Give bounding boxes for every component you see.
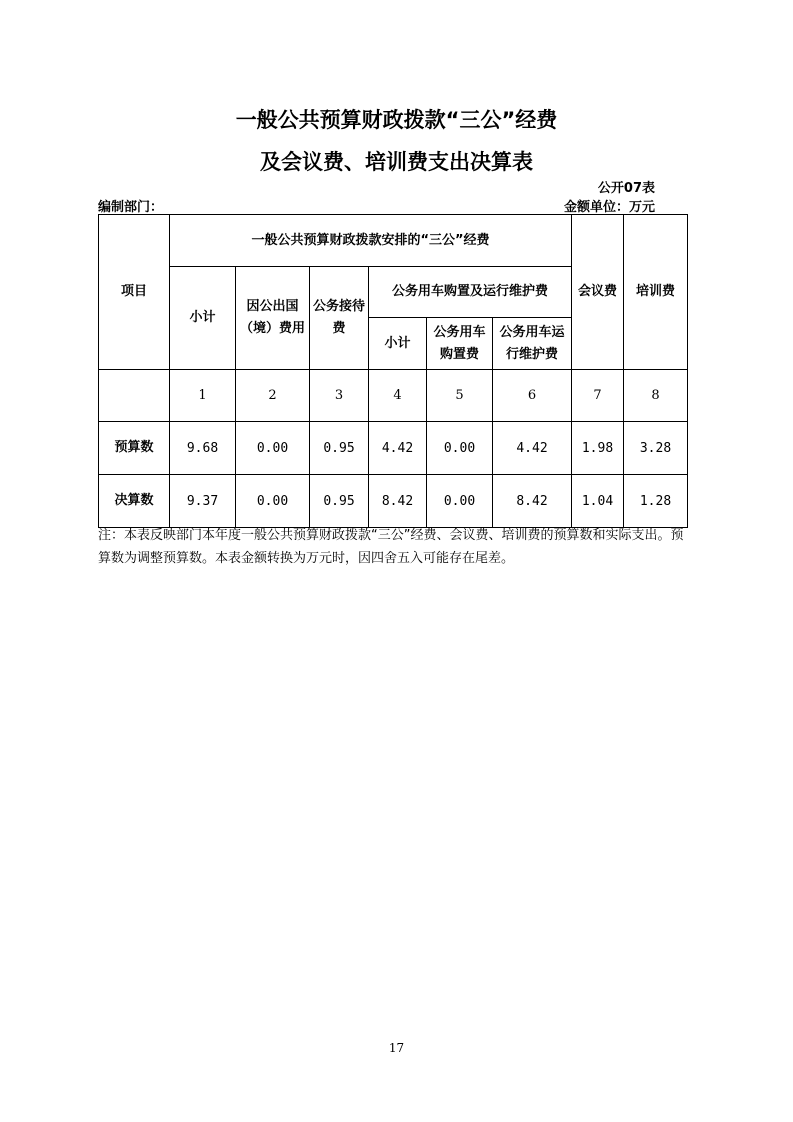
header-vehicle-maintenance: 公务用车运行维护费 <box>493 318 572 370</box>
table-row-final <box>99 475 688 528</box>
report-title-line1: 一般公共预算财政拨款“三公”经费 <box>235 108 558 132</box>
header-abroad-fee: 因公出国（境）费用 <box>236 267 310 370</box>
budget-value: 0.95 <box>310 422 369 475</box>
expenditure-table <box>98 214 688 528</box>
final-value: 8.42 <box>493 475 572 528</box>
final-value: 0.95 <box>310 475 369 528</box>
budget-value: 0.00 <box>236 422 310 475</box>
final-value: 0.00 <box>427 475 493 528</box>
row-label-final: 决算数 <box>99 475 170 528</box>
page-number: 17 <box>388 1041 405 1055</box>
final-value: 1.28 <box>624 475 688 528</box>
column-number: 2 <box>236 370 310 422</box>
final-value: 9.37 <box>170 475 236 528</box>
header-subtotal: 小计 <box>170 267 236 370</box>
table-footnote: 注：本表反映部门本年度一般公共预算财政拨款“三公”经费、会议费、培训费的预算数和实际支出。预算数为调整预算数。本表金额转换为万元时，因四舍五入可能存在尾差。 <box>98 528 684 566</box>
budget-value: 4.42 <box>493 422 572 475</box>
header-meeting-fee: 会议费 <box>572 215 624 370</box>
budget-value: 1.98 <box>572 422 624 475</box>
header-vehicle-subtotal: 小计 <box>369 318 427 370</box>
final-value: 1.04 <box>572 475 624 528</box>
column-number: 8 <box>624 370 688 422</box>
final-value: 8.42 <box>369 475 427 528</box>
amount-unit-label: 金额单位：万元 <box>563 200 655 215</box>
row-label-budget: 预算数 <box>99 422 170 475</box>
column-number: 1 <box>170 370 236 422</box>
final-value: 0.00 <box>236 475 310 528</box>
budget-value: 9.68 <box>170 422 236 475</box>
column-number: 7 <box>572 370 624 422</box>
column-number: 5 <box>427 370 493 422</box>
form-number: 公开07表 <box>597 181 655 196</box>
column-number-blank <box>99 370 170 422</box>
header-vehicle-purchase: 公务用车购置费 <box>427 318 493 370</box>
budget-value: 0.00 <box>427 422 493 475</box>
department-label: 编制部门： <box>98 200 164 215</box>
table-row-budget <box>99 422 688 475</box>
budget-value: 4.42 <box>369 422 427 475</box>
column-number: 4 <box>369 370 427 422</box>
header-vehicle-group: 公务用车购置及运行维护费 <box>369 267 572 318</box>
header-training-fee: 培训费 <box>624 215 688 370</box>
report-title-line2: 及会议费、培训费支出决算表 <box>260 150 533 174</box>
column-number: 3 <box>310 370 369 422</box>
header-item: 项目 <box>99 215 170 370</box>
header-three-public-group: 一般公共预算财政拨款安排的“三公”经费 <box>170 215 572 267</box>
header-reception-fee: 公务接待费 <box>310 267 369 370</box>
column-number: 6 <box>493 370 572 422</box>
budget-value: 3.28 <box>624 422 688 475</box>
